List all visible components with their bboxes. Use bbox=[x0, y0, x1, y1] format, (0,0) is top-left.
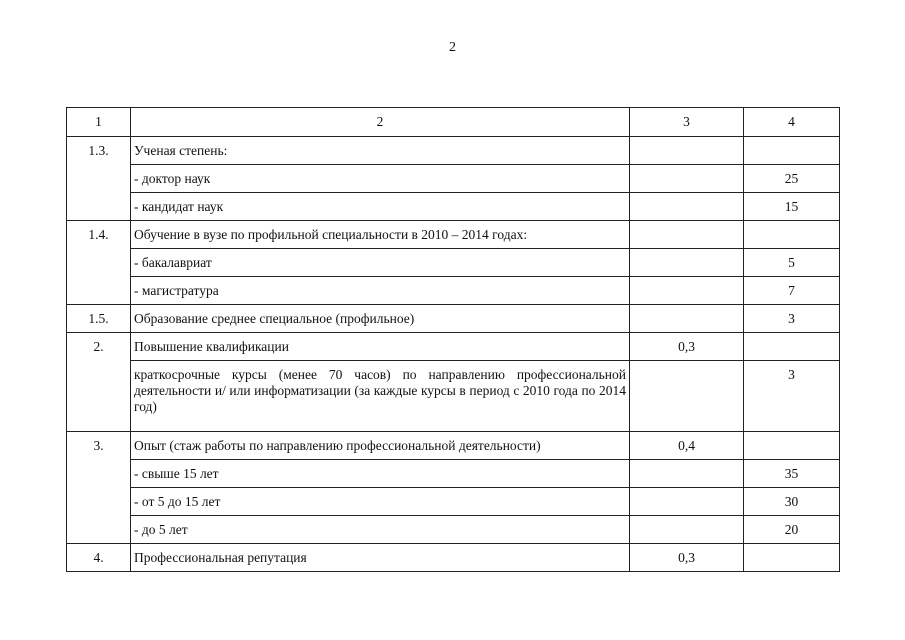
table-row bbox=[67, 488, 840, 516]
criterion-text: - от 5 до 15 лет bbox=[131, 488, 630, 516]
table-row bbox=[67, 193, 840, 221]
weight-cell bbox=[630, 193, 744, 221]
score-cell bbox=[744, 137, 840, 165]
score-cell: 35 bbox=[744, 460, 840, 488]
weight-cell bbox=[630, 361, 744, 432]
score-cell: 7 bbox=[744, 277, 840, 305]
criterion-text: - свыше 15 лет bbox=[131, 460, 630, 488]
score-cell bbox=[744, 333, 840, 361]
row-number: 1.4. bbox=[67, 221, 131, 305]
criteria-table bbox=[66, 107, 840, 572]
criterion-text: Ученая степень: bbox=[131, 137, 630, 165]
page-number: 2 bbox=[449, 40, 456, 55]
criterion-text: - до 5 лет bbox=[131, 516, 630, 544]
criterion-text: - бакалавриат bbox=[131, 249, 630, 277]
weight-cell bbox=[630, 277, 744, 305]
row-number: 2. bbox=[67, 333, 131, 432]
table-row bbox=[67, 221, 840, 249]
weight-cell bbox=[630, 488, 744, 516]
score-cell: 20 bbox=[744, 516, 840, 544]
criterion-text: Профессиональная репутация bbox=[131, 544, 630, 572]
header-cell: 3 bbox=[630, 108, 744, 137]
criterion-text: - доктор наук bbox=[131, 165, 630, 193]
table-row bbox=[67, 277, 840, 305]
weight-cell bbox=[630, 137, 744, 165]
criterion-text: Повышение квалификации bbox=[131, 333, 630, 361]
table-row bbox=[67, 165, 840, 193]
weight-cell: 0,3 bbox=[630, 544, 744, 572]
weight-cell: 0,4 bbox=[630, 432, 744, 460]
table-row bbox=[67, 544, 840, 572]
criterion-text: Обучение в вузе по профильной специальности в 2010 – 2014 годах: bbox=[131, 221, 630, 249]
score-cell bbox=[744, 544, 840, 572]
header-cell: 4 bbox=[744, 108, 840, 137]
weight-cell bbox=[630, 221, 744, 249]
table-row bbox=[67, 516, 840, 544]
row-number: 1.3. bbox=[67, 137, 131, 221]
weight-cell bbox=[630, 460, 744, 488]
row-number: 4. bbox=[67, 544, 131, 572]
weight-cell bbox=[630, 305, 744, 333]
criterion-text: - магистратура bbox=[131, 277, 630, 305]
table-header-row bbox=[67, 108, 840, 137]
table-row bbox=[67, 305, 840, 333]
table-row bbox=[67, 432, 840, 460]
weight-cell bbox=[630, 249, 744, 277]
score-cell bbox=[744, 432, 840, 460]
table-row bbox=[67, 361, 840, 432]
table-row bbox=[67, 460, 840, 488]
weight-cell: 0,3 bbox=[630, 333, 744, 361]
criterion-text: Опыт (стаж работы по направлению профессиональной деятельности) bbox=[131, 432, 630, 460]
score-cell: 5 bbox=[744, 249, 840, 277]
table-row bbox=[67, 333, 840, 361]
row-number: 1.5. bbox=[67, 305, 131, 333]
score-cell: 3 bbox=[744, 361, 840, 432]
criterion-text: Образование среднее специальное (профильное) bbox=[131, 305, 630, 333]
weight-cell bbox=[630, 165, 744, 193]
score-cell: 30 bbox=[744, 488, 840, 516]
score-cell: 15 bbox=[744, 193, 840, 221]
criterion-text: краткосрочные курсы (менее 70 часов) по направлению профессиональной деятельности и/ или информатизации (за каждые курсы в период с 2010 года по 2014 год) bbox=[131, 361, 630, 432]
header-cell: 1 bbox=[67, 108, 131, 137]
row-number: 3. bbox=[67, 432, 131, 544]
weight-cell bbox=[630, 516, 744, 544]
header-cell: 2 bbox=[131, 108, 630, 137]
score-cell: 25 bbox=[744, 165, 840, 193]
score-cell: 3 bbox=[744, 305, 840, 333]
score-cell bbox=[744, 221, 840, 249]
criterion-text: - кандидат наук bbox=[131, 193, 630, 221]
table-row bbox=[67, 137, 840, 165]
table-row bbox=[67, 249, 840, 277]
